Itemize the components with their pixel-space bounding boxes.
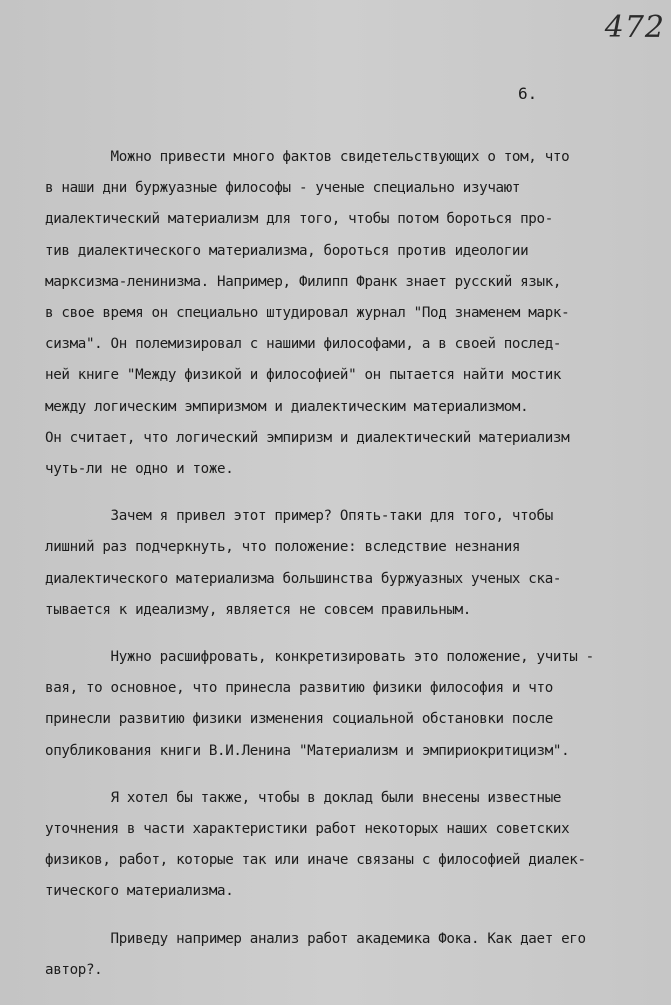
- text-line: ней книге "Между физикой и философией" он пытается найти мостик: [45, 367, 562, 384]
- paragraph-4: [45, 783, 655, 908]
- text-line: вая, то основное, что принесла развитию физики философия и что: [45, 680, 553, 697]
- page-number: 6.: [518, 84, 538, 103]
- text-line: чуть-ли не одно и тоже.: [45, 461, 234, 478]
- text-line: марксизма-ленинизма. Например, Филипп Франк знает русский язык,: [45, 273, 562, 290]
- text-line: между логическим эмпиризмом и диалектическим материализмом.: [45, 398, 529, 415]
- text-line: Я хотел бы также, чтобы в доклад были внесены известные: [45, 789, 562, 806]
- text-line: Можно привести много фактов свидетельствующих о том, что: [45, 149, 570, 165]
- text-line: Приведу например анализ работ академика Фока. Как дает его: [45, 930, 586, 947]
- text-line: диалектического материализма большинства буржуазных ученых ска-: [45, 570, 562, 587]
- text-line: сизма". Он полемизировал с нашими философами, а в своей послед-: [45, 336, 562, 353]
- text-line: в свое время он специально штудировал журнал "Под знаменем марк-: [45, 305, 570, 322]
- paragraph-3: [45, 642, 655, 767]
- text-line: лишний раз подчеркнуть, что положение: вследствие незнания: [45, 539, 521, 556]
- text-line: уточнения в части характеристики работ некоторых наших советских: [45, 821, 570, 838]
- paragraph-2: [45, 501, 655, 626]
- text-line: Он считает, что логический эмпиризм и диалектический материализм: [45, 429, 570, 446]
- document-body: [45, 142, 655, 986]
- text-line: Нужно расшифровать, конкретизировать это положение, учиты -: [45, 649, 594, 666]
- text-line: тывается к идеализму, является не совсем правильным.: [45, 601, 471, 618]
- text-line: в наши дни буржуазные философы - ученые специально изучают: [45, 180, 521, 197]
- paragraph-5: [45, 924, 655, 986]
- text-line: Зачем я привел этот пример? Опять-таки для того, чтобы: [45, 508, 553, 525]
- text-line: тив диалектического материализма, бороться против идеологии: [45, 242, 529, 259]
- text-line: принесли развитию физики изменения социальной обстановки после: [45, 711, 553, 728]
- text-line: диалектический материализм для того, чтобы потом бороться про-: [45, 211, 553, 228]
- text-line: опубликования книги В.И.Ленина "Материализм и эмпириокритицизм".: [45, 742, 570, 759]
- archive-number: 472: [604, 10, 665, 45]
- text-line: физиков, работ, которые так или иначе связаны с философией диалек-: [45, 852, 586, 869]
- text-line: автор?.: [45, 961, 103, 978]
- paragraph-1: [45, 142, 655, 485]
- text-line: тического материализма.: [45, 883, 234, 900]
